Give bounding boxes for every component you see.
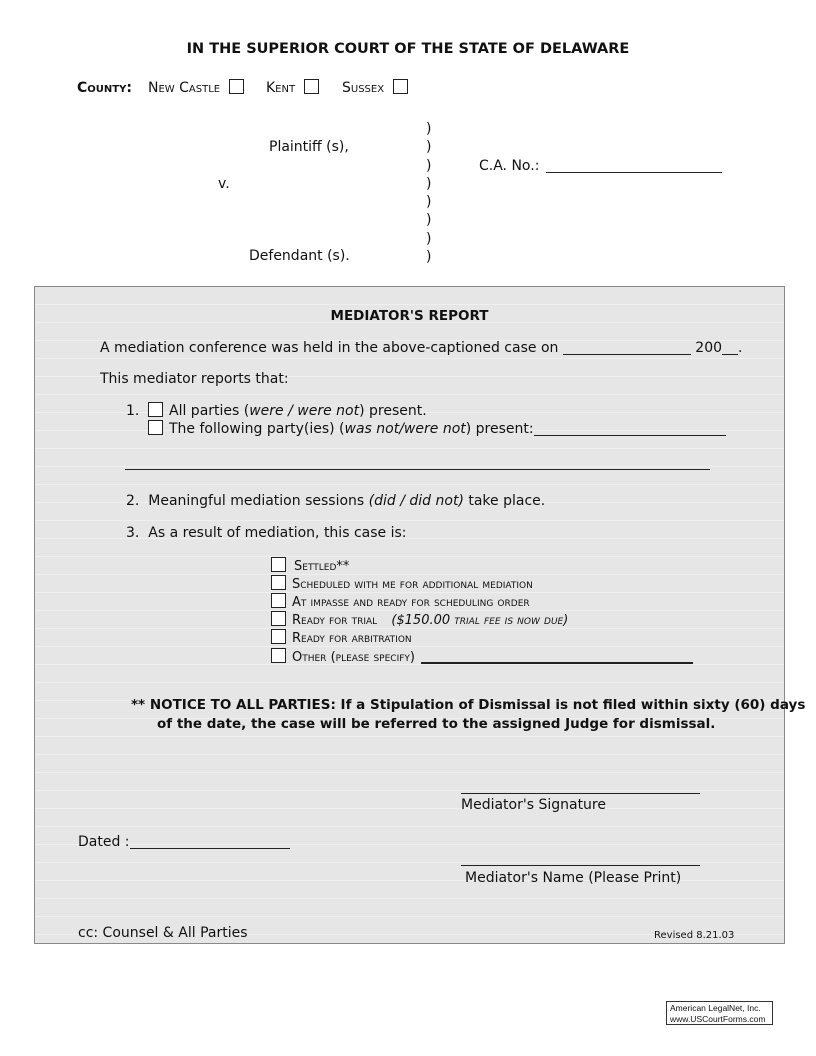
conference-date-field[interactable] <box>563 340 691 355</box>
following-parties-checkbox[interactable] <box>148 420 163 435</box>
county-kent <box>266 79 319 97</box>
case-number <box>479 157 722 175</box>
item1a-post: ) present. <box>359 403 427 419</box>
arbitration-label: Ready for arbitration <box>292 631 412 646</box>
paren: ) <box>426 212 432 229</box>
outcome-impasse <box>271 593 530 612</box>
dated-field[interactable] <box>130 834 290 849</box>
paren: ) <box>426 121 432 137</box>
item2-pre: Meaningful mediation sessions <box>148 493 369 509</box>
publisher-name: American LegalNet, Inc. <box>670 1003 761 1013</box>
absent-parties-field[interactable] <box>534 421 726 436</box>
other-checkbox[interactable] <box>271 648 286 663</box>
additional-mediation-checkbox[interactable] <box>271 575 286 590</box>
item1a-pre: All parties ( <box>169 403 250 419</box>
conference-line <box>100 339 742 357</box>
item3-text: As a result of mediation, this case is: <box>148 525 407 541</box>
name-line[interactable] <box>461 851 700 866</box>
paren: ) <box>426 157 432 174</box>
case-number-label: C.A. No.: <box>479 158 540 174</box>
signature-label: Mediator's Signature <box>461 797 606 813</box>
notice-line-1: ** NOTICE TO ALL PARTIES: If a Stipulation of Dismissal is not filed within sixty (60) days <box>131 697 806 713</box>
settled-checkbox[interactable] <box>271 557 286 572</box>
item2-number: 2. <box>126 493 140 509</box>
caption-parentheses <box>426 120 436 266</box>
arbitration-checkbox[interactable] <box>271 629 286 644</box>
trial-label: Ready for trial <box>292 613 378 628</box>
year-field[interactable] <box>722 340 738 355</box>
item3 <box>126 524 406 542</box>
outcome-additional-mediation <box>271 575 533 594</box>
year-prefix: 200 <box>695 340 723 356</box>
publisher-url[interactable]: www.USCourtForms.com <box>670 1014 766 1024</box>
trial-fee-note: ($150.00 trial fee is now due) <box>391 613 569 628</box>
item1b-pre: The following party(ies) ( <box>169 421 345 437</box>
county-label: County: <box>77 80 132 96</box>
impasse-checkbox[interactable] <box>271 593 286 608</box>
item1-number: 1. <box>126 403 140 419</box>
item1b-post: ) present: <box>465 421 534 437</box>
dated-row <box>78 833 290 851</box>
conference-text: A mediation conference was held in the above-captioned case on <box>100 340 559 356</box>
item1b-options: was not/were not <box>344 421 466 437</box>
settled-label: Settled** <box>294 559 350 574</box>
item1-all-parties <box>148 402 427 420</box>
notice-line-2: of the date, the case will be referred to the assigned Judge for dismissal. <box>157 716 716 732</box>
defendant-label: Defendant (s). <box>249 248 350 264</box>
county-sussex <box>342 79 408 97</box>
county-new-castle-label: New Castle <box>148 80 221 96</box>
impasse-label: At impasse and ready for scheduling order <box>292 595 530 610</box>
all-parties-checkbox[interactable] <box>148 402 163 417</box>
other-label: Other (please specify) <box>292 650 415 665</box>
mediator-report-panel <box>34 286 806 944</box>
county-kent-checkbox[interactable] <box>304 79 319 94</box>
plaintiff-label: Plaintiff (s), <box>269 139 349 155</box>
item2-post: take place. <box>463 493 546 509</box>
outcome-settled <box>271 557 349 576</box>
versus-label: v. <box>218 176 230 192</box>
item2 <box>126 492 545 510</box>
outcome-arbitration <box>271 629 412 648</box>
paren: ) <box>426 230 432 247</box>
county-row <box>77 79 132 97</box>
name-label: Mediator's Name (Please Print) <box>465 870 682 886</box>
absent-parties-continuation[interactable] <box>125 455 710 470</box>
item1-following-parties <box>148 420 726 438</box>
county-new-castle <box>148 79 244 97</box>
county-sussex-label: Sussex <box>342 80 385 96</box>
reports-that: This mediator reports that: <box>100 371 289 387</box>
outcome-other <box>271 648 693 667</box>
paren: ) <box>426 249 432 266</box>
item3-number: 3. <box>126 525 140 541</box>
county-new-castle-checkbox[interactable] <box>229 79 244 94</box>
signature-line[interactable] <box>461 779 700 794</box>
county-kent-label: Kent <box>266 80 296 96</box>
other-specify-field[interactable] <box>421 648 693 664</box>
item1a-options: were / were not <box>249 403 360 419</box>
additional-mediation-label: Scheduled with me for additional mediation <box>292 577 533 592</box>
report-title: MEDIATOR'S REPORT <box>330 308 489 324</box>
trial-checkbox[interactable] <box>271 611 286 626</box>
outcome-trial <box>271 611 568 630</box>
year-suffix: . <box>738 340 743 356</box>
paren: ) <box>426 194 432 211</box>
cc-line: cc: Counsel & All Parties <box>78 925 248 941</box>
court-title: IN THE SUPERIOR COURT OF THE STATE OF DELAWARE <box>186 41 630 57</box>
dated-label: Dated : <box>78 834 130 850</box>
publisher-box <box>666 1001 773 1025</box>
revised-date: Revised 8.21.03 <box>654 930 735 941</box>
case-number-field[interactable] <box>546 158 722 173</box>
paren: ) <box>426 139 432 156</box>
county-sussex-checkbox[interactable] <box>393 79 408 94</box>
item2-options: (did / did not) <box>368 493 464 509</box>
paren: ) <box>426 175 432 192</box>
